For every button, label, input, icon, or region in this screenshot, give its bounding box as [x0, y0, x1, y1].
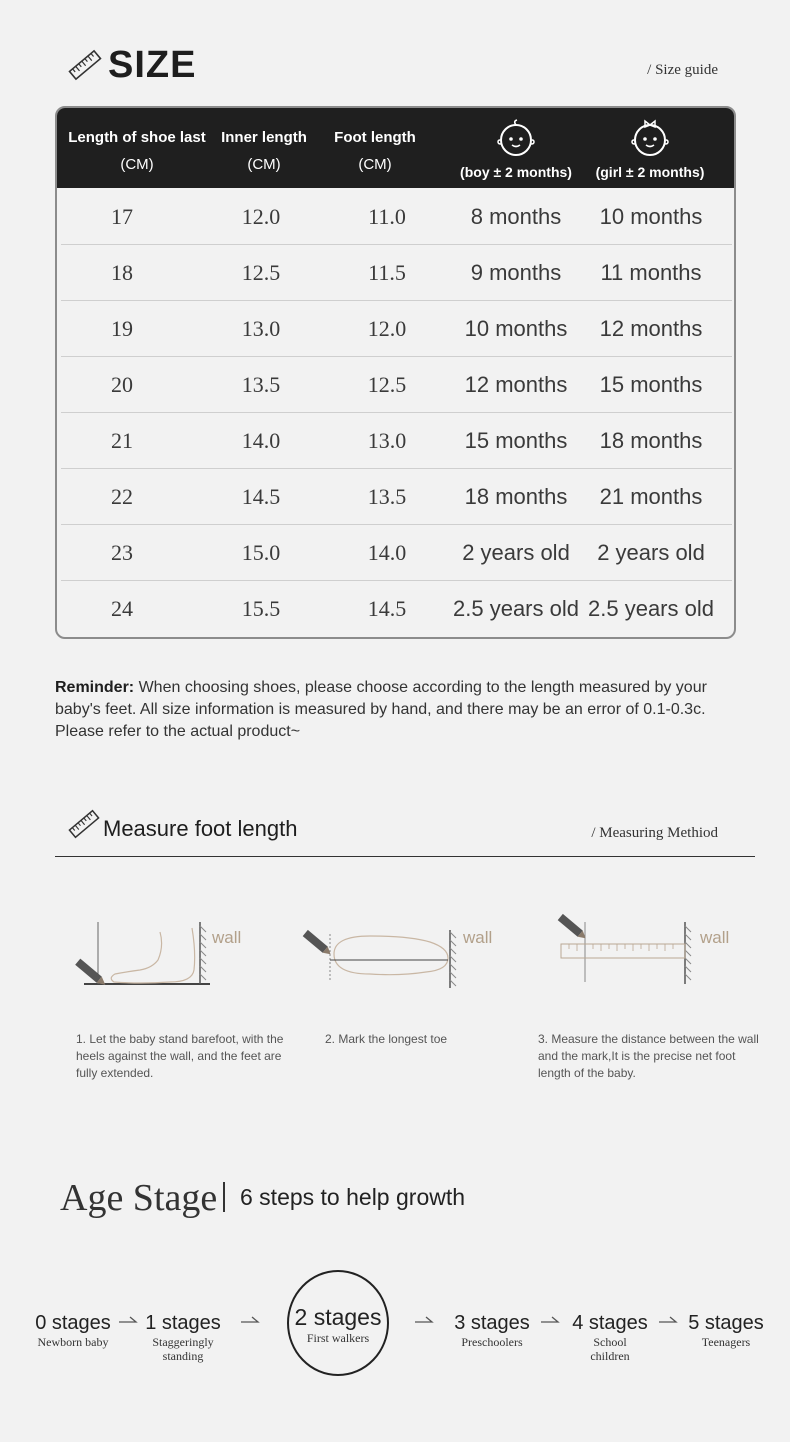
header-girl: (girl ± 2 months)	[583, 108, 717, 188]
stage-4: 4 stages School children	[572, 1312, 648, 1363]
table-row: 20 13.5 12.5 12 months 15 months	[61, 357, 732, 413]
arrow-icon	[118, 1314, 138, 1326]
table-header	[57, 108, 734, 188]
stage-5: 5 stages Teenagers	[688, 1312, 764, 1349]
table-row: 17 12.0 11.0 8 months 10 months	[61, 189, 732, 245]
arrow-icon	[414, 1314, 434, 1326]
table-row: 24 15.5 14.5 2.5 years old 2.5 years old	[111, 596, 714, 621]
size-header	[68, 42, 718, 90]
baby-boy-face-icon	[495, 117, 537, 159]
table-row: 19 13.0 12.0 10 months 12 months	[61, 301, 732, 357]
measure-subtitle: / Measuring Methiod	[591, 825, 718, 841]
arrow-icon	[658, 1314, 678, 1326]
step2-description: 2. Mark the longest toe	[325, 1032, 448, 1046]
measure-title: Measure foot length	[103, 816, 298, 841]
size-guide-subtitle: / Size guide	[647, 62, 718, 78]
header-boy: (boy ± 2 months)	[449, 108, 583, 188]
age-stage-subtitle: 6 steps to help growth	[240, 1184, 466, 1210]
header-foot-length: Foot length (CM)	[334, 129, 416, 173]
stage-2: 2 stages First walkers	[294, 1304, 382, 1345]
section-divider	[55, 856, 755, 857]
table-row: 18 12.5 11.5 9 months 11 months	[61, 245, 732, 301]
size-table	[55, 106, 736, 639]
ruler-icon	[68, 48, 102, 82]
step1-illustration	[70, 912, 250, 1002]
arrow-icon	[540, 1314, 560, 1326]
ruler-icon	[68, 808, 100, 840]
header-shoe-last: Length of shoe last (CM)	[68, 129, 206, 173]
stage-0: 0 stages Newborn baby	[35, 1312, 111, 1349]
reminder-label: Reminder:	[55, 679, 135, 696]
baby-girl-face-icon	[629, 117, 671, 159]
wall-label-3: wall	[700, 928, 730, 947]
measure-header	[68, 806, 718, 846]
wall-label-1: wall	[212, 928, 242, 947]
wall-label-2: wall	[463, 928, 493, 947]
reminder-body: When choosing shoes, please choose according to the length measured by your baby's feet. All size information is measured by hand, and there may be an error of 0.1-0.3c. Please refer to the actual product~	[55, 679, 707, 740]
step2-illustration	[300, 912, 470, 1002]
age-stage-title: Age Stage	[60, 1177, 218, 1219]
header-inner-length: Inner length (CM)	[221, 129, 307, 173]
step3-description: 3. Measure the distance between the wall and the mark,It is the precise net foot length of the baby.	[538, 1032, 759, 1080]
stage-1: 1 stages Staggeringly standing	[145, 1312, 221, 1363]
step3-illustration	[555, 912, 705, 1002]
arrow-icon	[240, 1314, 260, 1326]
table-row: 21 14.0 13.0 15 months 18 months	[61, 413, 732, 469]
title-separator	[223, 1182, 225, 1212]
reminder-text	[55, 677, 745, 743]
size-title: SIZE	[108, 44, 197, 86]
table-row: 22 14.5 13.5 18 months 21 months	[61, 469, 732, 525]
table-row: 23 15.0 14.0 2 years old 2 years old	[61, 525, 732, 581]
stage-3: 3 stages Preschoolers	[454, 1312, 530, 1349]
step1-description: 1. Let the baby stand barefoot, with the heels against the wall, and the feet are fully extended.	[76, 1032, 284, 1080]
